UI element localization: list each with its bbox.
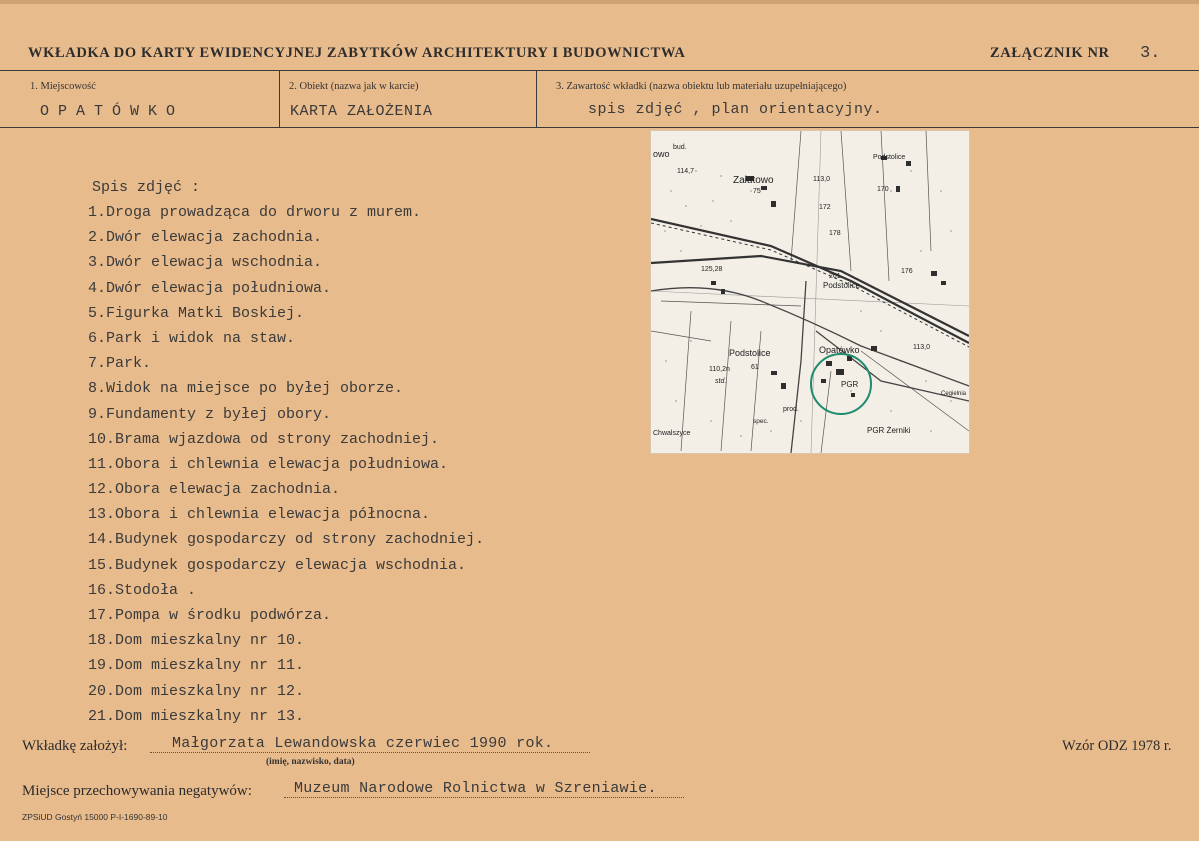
storage-dotted-line xyxy=(284,797,684,798)
photo-list-item: 8.Widok na miejsce po byłej oborze. xyxy=(88,380,404,398)
photo-list-item: 16.Stodoła . xyxy=(88,581,197,599)
map-label-chwalszyce: Chwalszyce xyxy=(653,430,691,437)
founder-label: Wkładkę założył: xyxy=(22,738,128,754)
map-label-owo: owo xyxy=(653,149,670,159)
field-separator-1 xyxy=(279,71,280,127)
photo-list-item: 17.Pompa w środku podwórza. xyxy=(88,607,332,624)
object-label: 2. Obiekt (nazwa jak w karcie) xyxy=(289,81,419,92)
storage-value: Muzeum Narodowe Rolnictwa w Szreniawie. xyxy=(294,780,657,797)
photo-list-item: 15.Budynek gospodarczy elewacja wschodnia. xyxy=(88,556,467,574)
map-label-61: 61 xyxy=(751,364,759,371)
printer-imprint: ZPSiUD Gostyń 15000 P-I-1690-89-10 xyxy=(22,812,168,822)
map-label-176: 176 xyxy=(901,268,913,275)
founder-caption: (imię, nazwisko, data) xyxy=(266,757,355,767)
fields-divider xyxy=(0,127,1199,128)
map-label-podstolice-left: Podstolice xyxy=(729,348,771,358)
photo-list-item: 4.Dwór elewacja południowa. xyxy=(88,279,332,297)
founder-value: Małgorzata Lewandowska czerwiec 1990 rok. xyxy=(172,735,554,752)
map-label-podstolice-top: Podstolice xyxy=(873,154,906,161)
photo-list-item: 19.Dom mieszkalny nr 11. xyxy=(88,657,305,675)
map-label-172: 172 xyxy=(819,204,831,211)
map-label-prod: prod. xyxy=(783,406,799,413)
photo-list xyxy=(88,204,484,733)
locality-label: 1. Miejscowość xyxy=(30,81,96,92)
map-label-1130: 113,0 xyxy=(813,176,830,183)
photo-list-item: 12.Obora elewacja zachodnia. xyxy=(88,481,341,499)
photo-list-item: 13.Obora i chlewnia elewacja północna. xyxy=(88,506,431,524)
photo-list-title: Spis zdjęć : xyxy=(92,179,201,196)
photo-list-item: 6.Park i widok na staw. xyxy=(88,329,296,347)
annex-label: ZAŁĄCZNIK NR xyxy=(990,45,1110,61)
map-label-spec: spec. xyxy=(753,418,769,425)
photo-list-item: 2.Dwór elewacja zachodnia. xyxy=(88,229,323,247)
map-label-75: 75 xyxy=(753,188,761,195)
card-title: WKŁADKA DO KARTY EWIDENCYJNEJ ZABYTKÓW ARCHITEKTURY I BUDOWNICTWA xyxy=(28,45,686,61)
photo-list-item: 21.Dom mieszkalny nr 13. xyxy=(88,707,305,725)
object-value: KARTA ZAŁOŻENIA xyxy=(290,103,433,120)
photo-list-item: 14.Budynek gospodarczy od strony zachodniej. xyxy=(88,531,485,549)
annex-number: 3. xyxy=(1140,44,1161,63)
map-label-170: 170 xyxy=(877,186,889,193)
photo-list-item: 1.Droga prowadząca do drworu z murem. xyxy=(88,204,422,221)
photo-list-item: 9.Fundamenty z byłej obory. xyxy=(88,405,332,423)
founder-dotted-line xyxy=(150,752,590,753)
photo-list-item: 18.Dom mieszkalny nr 10. xyxy=(88,632,305,650)
photo-list-item: 5.Figurka Matki Boskiej. xyxy=(88,304,305,322)
map-label-12528: 125,28 xyxy=(701,266,723,273)
storage-label: Miejsce przechowywania negatywów: xyxy=(22,783,252,799)
locality-value: OPATÓWKO xyxy=(40,103,185,120)
map-label-podstolice-mid: Podstolice xyxy=(823,281,860,290)
map-label-178: 178 xyxy=(829,230,841,237)
photo-list-item: 3.Dwór elewacja wschodnia. xyxy=(88,254,323,272)
photo-list-item: 11.Obora i chlewnia elewacja południowa. xyxy=(88,455,449,473)
content-label: 3. Zawartość wkładki (nazwa obiektu lub materiału uzupełniającego) xyxy=(556,81,847,92)
map-label-pgr: PGR xyxy=(841,380,859,389)
form-pattern: Wzór ODZ 1978 r. xyxy=(1062,738,1172,754)
map-label-261: 261 xyxy=(829,273,841,280)
map-label-1147: 114,7 xyxy=(677,168,694,175)
map-label-zalutowo: Załutowo xyxy=(733,175,774,186)
photo-list-item: 10.Brama wjazdowa od strony zachodniej. xyxy=(88,430,440,448)
map-label-opatowko: Opatówko xyxy=(819,345,860,355)
map-label-113: 113,0 xyxy=(913,344,930,351)
map-drawing xyxy=(651,131,969,453)
map-label-1102: 110,2n xyxy=(709,366,730,373)
content-value: spis zdjęć , plan orientacyjny. xyxy=(588,101,883,118)
field-separator-2 xyxy=(536,71,537,127)
header-divider xyxy=(0,70,1199,71)
photo-list-item: 7.Park. xyxy=(88,355,152,373)
map-label-std: std. xyxy=(715,378,727,385)
map-label-pgr-zerniki: PGR Żerniki xyxy=(867,426,911,435)
orientation-map xyxy=(651,131,969,453)
card-top-edge xyxy=(0,0,1199,4)
photo-list-item: 20.Dom mieszkalny nr 12. xyxy=(88,682,305,700)
map-label-cegielnia: Cegielnia xyxy=(941,391,967,397)
map-label-bud: bud. xyxy=(673,144,687,151)
